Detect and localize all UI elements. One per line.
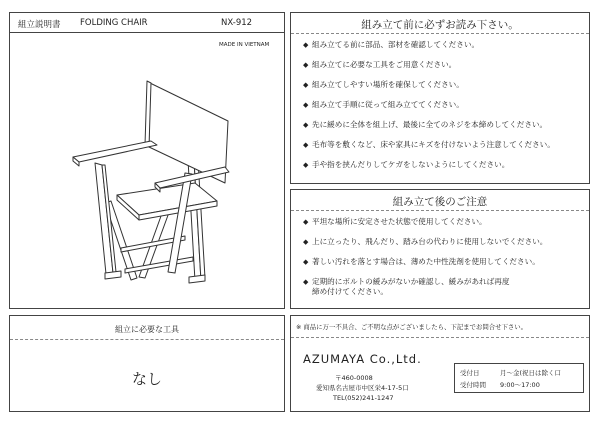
phone-number: TEL(052)241-1247 (333, 394, 394, 402)
business-hours-box (454, 363, 584, 393)
postal-code: 〒460-0008 (335, 374, 373, 382)
list-item: ◆ 組み立てしやすい場所を確保してください。 (303, 80, 464, 89)
doc-title: 組立説明書 (18, 20, 61, 30)
title-divider (291, 33, 589, 34)
list-item: ◆ 毛布等を敷くなど、床や家具にキズを付けないよう注意してください。 (303, 140, 555, 149)
list-item: ◆ 定期的にボルトの緩みがないか確認し、緩みがあれば再度 (303, 277, 510, 286)
diamond-icon: ◆ (303, 121, 309, 129)
diamond-icon: ◆ (303, 161, 309, 169)
list-item: ◆ 手や指を挟んだりしてケガをしないようにしてください。 (303, 160, 510, 169)
tools-panel (9, 315, 285, 412)
after-assembly-panel (290, 189, 590, 309)
company-name: AZUMAYA Co.,Ltd. (303, 352, 422, 366)
notice-divider (291, 337, 589, 338)
list-item: ◆ 著しい汚れを落とす場合は、薄めた中性洗剤を使用してください。 (303, 257, 540, 266)
folding-chair-illustration (65, 73, 230, 293)
tools-value: なし (131, 370, 162, 388)
list-item: ◆ 先に緩めに全体を組上げ、最後に全てのネジを本締めしてください。 (303, 120, 548, 129)
after-assembly-title: 組み立て後のご注意 (392, 196, 488, 208)
header-divider (10, 32, 284, 33)
list-item: ◆ 組み立てに必要な工具をご用意ください。 (303, 60, 457, 69)
diamond-icon: ◆ (303, 61, 309, 69)
contact-panel (290, 315, 590, 412)
tools-title: 組立に必要な工具 (115, 325, 179, 334)
hours-label-time: 受付時間 (460, 381, 486, 389)
hours-value-time: 9:00～17:00 (500, 381, 540, 389)
list-item: ◆ 組み立て手順に従って組み立ててください。 (303, 100, 464, 109)
list-item: ◆ 組み立てる前に部品、部材を確認してください。 (303, 40, 480, 49)
diamond-icon: ◆ (303, 238, 309, 246)
title-divider (10, 339, 284, 340)
diamond-icon: ◆ (303, 218, 309, 226)
contact-notice: ※ 商品に万一不具合、ご不明な点がございましたら、下記までお問合せ下さい。 (296, 323, 528, 331)
hours-value-days: 月～金(祝日は除く口 (500, 369, 562, 377)
list-item: ◆ 平坦な場所に安定させた状態で使用してください。 (303, 217, 487, 226)
list-item: ◆ 上に立ったり、飛んだり、踏み台の代わりに使用しないでください。 (303, 237, 548, 246)
address: 愛知県名古屋市中区栄4-17-5口 (316, 384, 409, 392)
diamond-icon: ◆ (303, 101, 309, 109)
diamond-icon: ◆ (303, 81, 309, 89)
diamond-icon: ◆ (303, 278, 309, 286)
before-assembly-panel (290, 12, 590, 184)
before-assembly-title: 組み立て前に必ずお読み下さい。 (361, 19, 519, 31)
list-item-continuation: 締め付けてください。 (312, 287, 388, 296)
product-name: FOLDING CHAIR (80, 18, 148, 28)
product-panel (9, 12, 285, 309)
title-divider (291, 210, 589, 211)
hours-label-days: 受付日 (460, 369, 480, 377)
before-assembly-list (303, 40, 583, 170)
after-assembly-list (303, 217, 583, 297)
diamond-icon: ◆ (303, 141, 309, 149)
diamond-icon: ◆ (303, 258, 309, 266)
model-number: NX-912 (221, 18, 253, 28)
origin-label: MADE IN VIETNAM (219, 42, 270, 48)
diamond-icon: ◆ (303, 41, 309, 49)
